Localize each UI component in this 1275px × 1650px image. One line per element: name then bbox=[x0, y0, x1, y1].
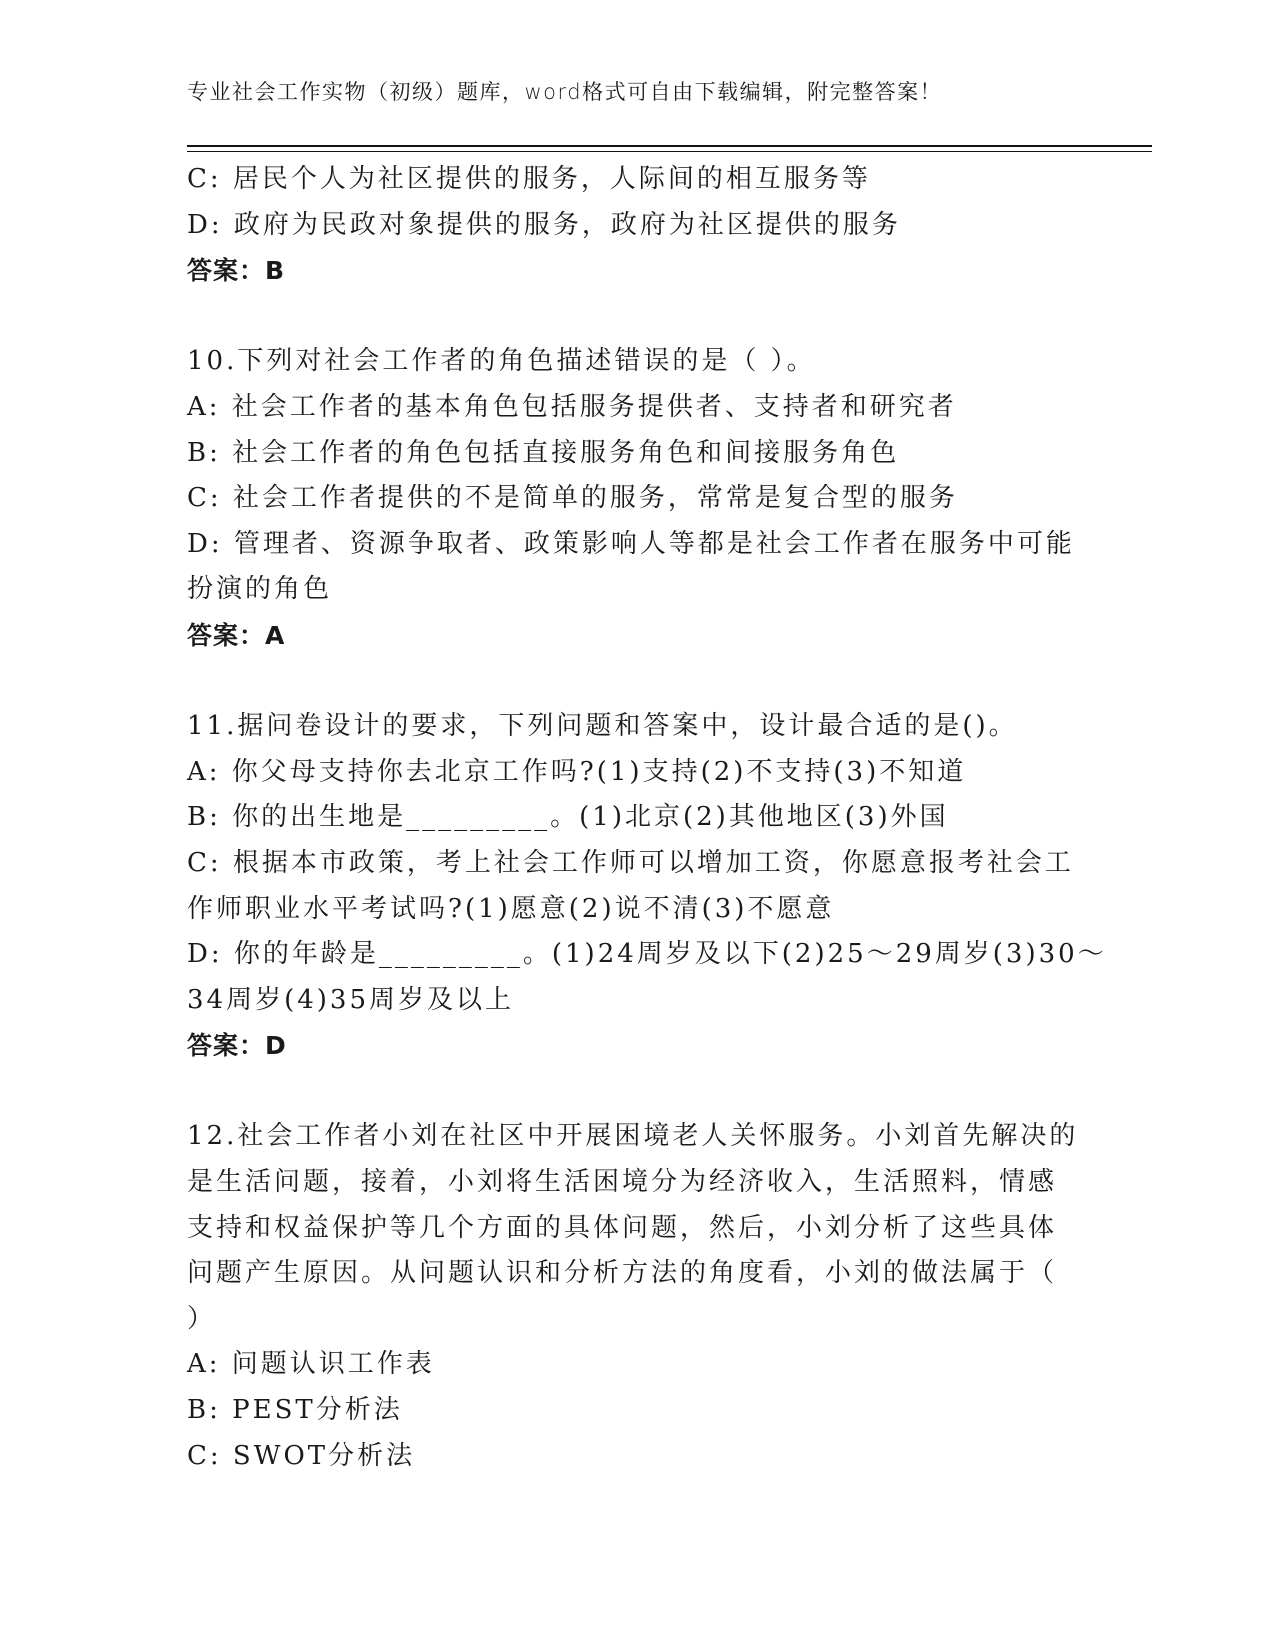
spacer bbox=[187, 294, 1077, 340]
q11-answer: 答案：D bbox=[187, 1031, 287, 1061]
q11-option-a: A: 你父母支持你去北京工作吗?(1)支持(2)不支持(3)不知道 bbox=[187, 756, 967, 787]
q12-stem-cont: 支持和权益保护等几个方面的具体问题，然后，小刘分析了这些具体 bbox=[187, 1212, 1058, 1243]
q12-stem: 12.社会工作者小刘在社区中开展困境老人关怀服务。小刘首先解决的 bbox=[187, 1121, 1079, 1152]
q12-option-c: C: SWOT分析法 bbox=[187, 1440, 416, 1471]
q11-option-c-cont: 作师职业水平考试吗?(1)愿意(2)说不清(3)不愿意 bbox=[187, 893, 835, 924]
header-rule-thick bbox=[187, 145, 1152, 147]
q11-option-d-cont: 34周岁(4)35周岁及以上 bbox=[187, 984, 514, 1015]
q12-stem-cont: 问题产生原因。从问题认识和分析方法的角度看，小刘的做法属于（ bbox=[187, 1258, 1058, 1289]
q10-option-c: C: 社会工作者提供的不是简单的服务，常常是复合型的服务 bbox=[187, 483, 958, 514]
question-content bbox=[187, 157, 1107, 1479]
q12-option-b: B: PEST分析法 bbox=[187, 1395, 403, 1426]
q9-option-c: C: 居民个人为社区提供的服务，人际间的相互服务等 bbox=[187, 164, 871, 194]
q11-stem: 11.据问卷设计的要求，下列问题和答案中，设计最合适的是()。 bbox=[187, 711, 1018, 742]
q11-option-d: D: 你的年龄是_________。(1)24周岁及以下(2)25～29周岁(3)30～ bbox=[187, 939, 1107, 970]
spacer bbox=[187, 1069, 1077, 1115]
q10-option-b: B: 社会工作者的角色包括直接服务角色和间接服务角色 bbox=[187, 437, 900, 468]
q11-option-c: C: 根据本市政策，考上社会工作师可以增加工资，你愿意报考社会工 bbox=[187, 847, 1074, 878]
q12-option-a: A: 问题认识工作表 bbox=[187, 1349, 435, 1380]
q10-stem: 10.下列对社会工作者的角色描述错误的是（ ）。 bbox=[187, 346, 816, 377]
q10-answer: 答案：A bbox=[187, 620, 286, 650]
q10-option-a: A: 社会工作者的基本角色包括服务提供者、支持者和研究者 bbox=[187, 391, 957, 422]
page-header: 专业社会工作实物（初级）题库，word格式可自由下载编辑，附完整答案！ bbox=[187, 80, 943, 104]
q12-stem-cont: ） bbox=[187, 1303, 217, 1334]
q10-option-d-cont: 扮演的角色 bbox=[187, 574, 333, 605]
q11-option-b: B: 你的出生地是_________。(1)北京(2)其他地区(3)外国 bbox=[187, 802, 949, 833]
q12-stem-cont: 是生活问题，接着，小刘将生活困境分为经济收入，生活照料，情感 bbox=[187, 1167, 1058, 1198]
spacer bbox=[187, 659, 1077, 705]
q10-option-d: D: 管理者、资源争取者、政策影响人等都是社会工作者在服务中可能 bbox=[187, 528, 1075, 559]
q9-answer: 答案：B bbox=[187, 256, 286, 286]
header-rule-thin bbox=[187, 151, 1152, 152]
q9-option-d: D: 政府为民政对象提供的服务，政府为社区提供的服务 bbox=[187, 209, 901, 240]
